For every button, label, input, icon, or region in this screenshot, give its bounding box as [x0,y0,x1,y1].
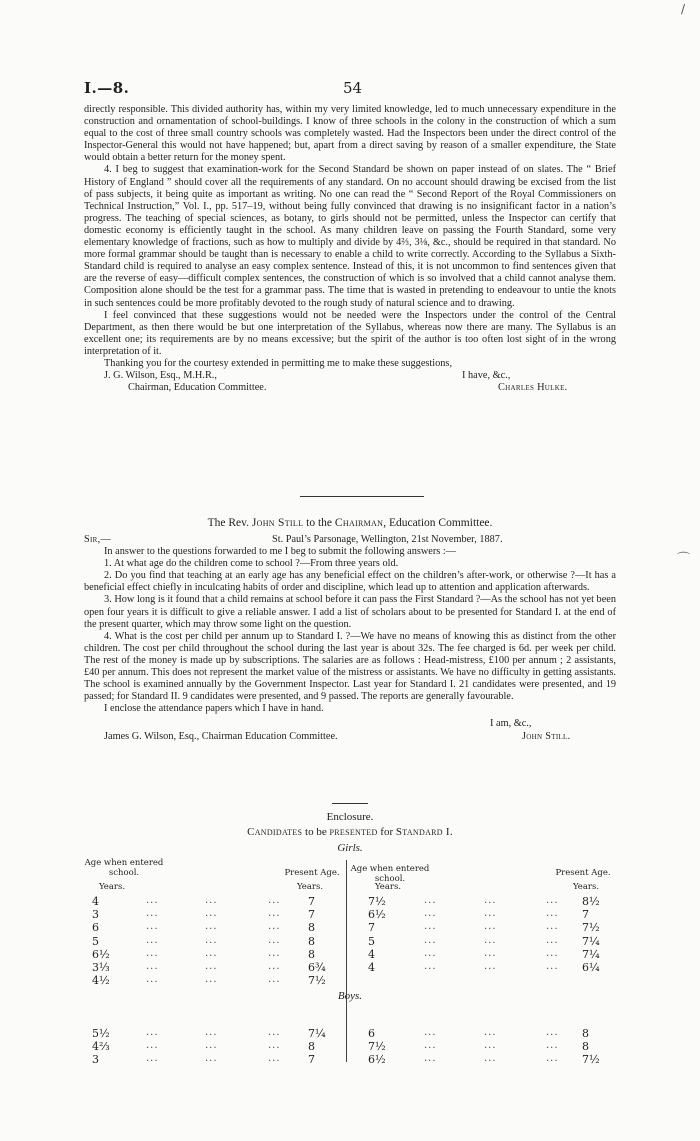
col-header-age-entered: Age when entered school. [350,864,430,884]
leader-dots: ... [268,947,281,959]
address-date: St. Paul’s Parsonage, Wellington, 21st November, 1887. [272,534,503,545]
age-entered-cell: 5½ [92,1027,110,1040]
col-header-present-age: Present Age. [555,868,611,878]
age-entered-cell: 4 [368,947,375,961]
leader-dots: ... [268,921,281,933]
leader-dots: ... [424,908,437,920]
col-header-age-entered: Age when entered school. [84,858,164,878]
leader-dots: ... [146,1053,159,1065]
age-entered-cell: 3 [92,908,99,922]
present-age-cell: 6¾ [308,961,326,974]
age-entered-cell: 5 [368,934,375,948]
leader-dots: ... [268,908,281,920]
present-age-cell: 7½ [582,921,600,935]
leader-dots: ... [205,1027,218,1038]
leader-dots: ... [268,934,281,946]
letter-body [84,534,616,743]
present-age-cell: 7¼ [582,947,600,961]
leader-dots: ... [484,1053,497,1065]
unit-label: Years. [374,882,402,892]
leader-dots: ... [146,895,159,906]
paragraph: I feel convinced that these suggestions would not be needed were the Inspectors under the control of the Central Department, as then there would be but one interpretation of the Syllabus, whereas now there are many. The Syllabus is an excellent one; its requirements are by no means excessive; but the spirit of the author is too often lost sight of in the wrong interpretation of it. [84,309,616,357]
leader-dots: ... [205,961,218,972]
leader-dots: ... [424,1053,437,1065]
continuation-text [84,104,616,394]
present-age-cell: 8 [582,1040,589,1054]
leader-dots: ... [268,961,281,972]
age-entered-cell: 4 [368,961,375,974]
paragraph: 2. Do you find that teaching at an early age has any beneficial effect on the children’s after-work, or otherwise ?—It has a beneficial effect chiefly in inculcating habits of order and discipline, which lead up to attention and application afterwards. [84,570,616,594]
leader-dots: ... [205,974,218,986]
series-number: I.—8. [84,79,130,97]
leader-dots: ... [146,974,159,986]
paragraph: 3. How long is it found that a child remains at school before it can pass the First Standard ?—As the school has not yet been open four years it is difficult to give a reliable answer. I add a list of scholars about to be presented for Standard I. at the end of the present quarter, which may throw some light on the question. [84,594,616,630]
girls-heading: Girls. [337,842,363,854]
leader-dots: ... [268,974,281,986]
leader-dots: ... [205,1053,218,1065]
age-entered-cell: 4½ [92,974,110,988]
leader-dots: ... [205,908,218,920]
unit-label: Years. [98,882,126,892]
section-divider [300,496,424,497]
leader-dots: ... [205,895,218,906]
present-age-cell: 7 [308,1053,315,1067]
age-entered-cell: 7½ [368,895,386,908]
present-age-cell: 8 [582,1027,589,1040]
leader-dots: ... [268,1053,281,1065]
boys-heading: Boys. [337,990,363,1002]
leader-dots: ... [205,934,218,946]
leader-dots: ... [546,895,559,906]
letter-heading: The Rev. John Still to the Chairman, Education Committee. [207,517,493,529]
leader-dots: ... [546,908,559,920]
leader-dots: ... [546,921,559,933]
addressee-title: Chairman, Education Committee. [128,382,267,394]
leader-dots: ... [424,961,437,972]
leader-dots: ... [484,961,497,972]
leader-dots: ... [546,1053,559,1065]
present-age-cell: 8 [308,921,315,935]
leader-dots: ... [546,961,559,972]
present-age-cell: 8 [308,947,315,961]
signature: Charles Hulke. [498,382,568,394]
salutation: Sir,— [84,534,112,545]
leader-dots: ... [424,895,437,906]
leader-dots: ... [146,921,159,933]
present-age-cell: 7 [308,908,315,922]
column-divider [346,1000,347,1062]
leader-dots: ... [146,934,159,946]
paragraph: In answer to the questions forwarded to me I beg to submit the following answers :— [104,546,457,558]
paragraph: 4. I beg to suggest that examination-work for the Second Standard be shown on paper instead of on slates. The “ Brief History of England ” should cover all the requirements of any standard. On no account should drawing be excised from the list of pass subjects, it being quite as important as writing. No one can read the “ Second Report of the Royal Commissioners on Technical Instruction,” Vol. I., pp. 517–19, without being fully convinced that drawing is no insignificant factor in a nation’s progress. The teaching of special sciences, as botany, to girls should not be permitted, unless the Inspector can certify that domestic economy is efficiently taught in the school. As many children leave on passing the Fourth Standard, some very elementary knowledge of fractions, such as how to multiply and divide by 4⅔, 3⅛, &c., should be required in that standard. No more formal grammar should be taught than is necessary to enable a child to write correctly. According to the Syllabus a Sixth-Standard child is required to analyse an easy complex sentence. Instead of this, it is not uncommon to find sentences given that are the reverse of easy—difficult complex sentences, the construction of which is so involved that a child cannot analyse them. Composition alone should be the test for a grammar pass. The time that is wasted in pretending to endeavour to untie the knots in such sentences could be more profitably devoted to the rough study of natural science and to drawing. [84,164,616,309]
present-age-cell: 7 [308,895,315,908]
present-age-cell: 7½ [308,974,326,988]
leader-dots: ... [484,908,497,920]
leader-dots: ... [424,934,437,946]
present-age-cell: 8 [308,934,315,948]
present-age-cell: 7¼ [582,934,600,948]
unit-label: Years. [572,882,600,892]
page-number: 54 [343,79,363,97]
leader-dots: ... [268,1040,281,1052]
leader-dots: ... [424,1027,437,1038]
present-age-cell: 8 [308,1040,315,1054]
age-entered-cell: 6½ [368,908,386,922]
leader-dots: ... [268,1027,281,1038]
age-entered-cell: 6½ [92,947,110,961]
leader-dots: ... [146,1027,159,1038]
age-entered-cell: 3⅓ [92,961,110,974]
closing: I am, &c., [490,718,532,730]
present-age-cell: 7½ [582,1053,600,1067]
paragraph: I enclose the attendance papers which I have in hand. [104,703,324,715]
leader-dots: ... [484,947,497,959]
leader-dots: ... [424,947,437,959]
enclosure-label: Enclosure. [326,811,374,823]
age-entered-cell: 3 [92,1053,99,1067]
age-entered-cell: 4⅔ [92,1040,110,1054]
leader-dots: ... [484,921,497,933]
leader-dots: ... [484,895,497,906]
closing: I have, &c., [462,370,511,382]
margin-mark: ⌒ [677,552,691,567]
paragraph: Thanking you for the courtesy extended in permitting me to make these suggestions, [104,357,453,369]
leader-dots: ... [205,1040,218,1052]
leader-dots: ... [546,1040,559,1052]
leader-dots: ... [424,1040,437,1052]
divider [332,803,368,804]
age-entered-cell: 6 [92,921,99,935]
age-entered-cell: 6 [368,1027,375,1040]
leader-dots: ... [268,895,281,906]
leader-dots: ... [546,934,559,946]
addressee: J. G. Wilson, Esq., M.H.R., [104,370,217,382]
age-entered-cell: 5 [92,934,99,948]
leader-dots: ... [146,961,159,972]
present-age-cell: 6¼ [582,961,600,974]
leader-dots: ... [146,908,159,920]
present-age-cell: 7¼ [308,1027,326,1040]
leader-dots: ... [484,1040,497,1052]
age-entered-cell: 6½ [368,1053,386,1067]
present-age-cell: 8½ [582,895,600,908]
age-entered-cell: 4 [92,895,99,908]
leader-dots: ... [146,947,159,959]
leader-dots: ... [205,921,218,933]
leader-dots: ... [546,947,559,959]
age-entered-cell: 7½ [368,1040,386,1054]
leader-dots: ... [146,1040,159,1052]
leader-dots: ... [546,1027,559,1038]
age-entered-cell: 7 [368,921,375,935]
column-divider [346,860,347,1008]
signature: John Still. [522,730,571,742]
leader-dots: ... [484,1027,497,1038]
margin-mark: / [681,2,686,16]
leader-dots: ... [205,947,218,959]
present-age-cell: 7 [582,908,589,922]
leader-dots: ... [484,934,497,946]
enclosure-title: Candidates to be presented for Standard I. [247,826,453,838]
paragraph: 4. What is the cost per child per annum up to Standard I. ?—We have no means of knowing this as distinct from the other children. The cost per child throughout the school during the last year is about 32s. The fee charged is 6d. per week per child. The rest of the money is made up by subscriptions. The salaries are as follows : Head-mistress, £100 per annum ; 2 assistants, £40 per annum. This does not represent the market value of the mistress or assistants. We have no difficulty in getting assistants. The school is examined annually by the Government Inspector. Last year for Standard I. 21 candidates were presented, and 19 passed; for Standard II. 9 candidates were presented, and 9 passed. The reports are generally favourable. [84,630,616,703]
leader-dots: ... [424,921,437,933]
paragraph: directly responsible. This divided authority has, within my very limited knowledge, led to much unnecessary expenditure in the construction and ornamentation of school-buildings. I know of three schools in the colony in the construction of which a sum equal to the cost of three small country schools was completely wasted. Had the Inspectors been under the direct control of the Inspector-General this would not have happened; but, apart from a direct saving by reason of a smaller expenditure, the State would obtain a better return for the money spent. [84,104,616,164]
unit-label: Years. [296,882,324,892]
col-header-present-age: Present Age. [284,868,340,878]
addressee: James G. Wilson, Esq., Chairman Education Committee. [104,730,338,742]
paragraph: 1. At what age do the children come to school ?—From three years old. [104,558,399,570]
